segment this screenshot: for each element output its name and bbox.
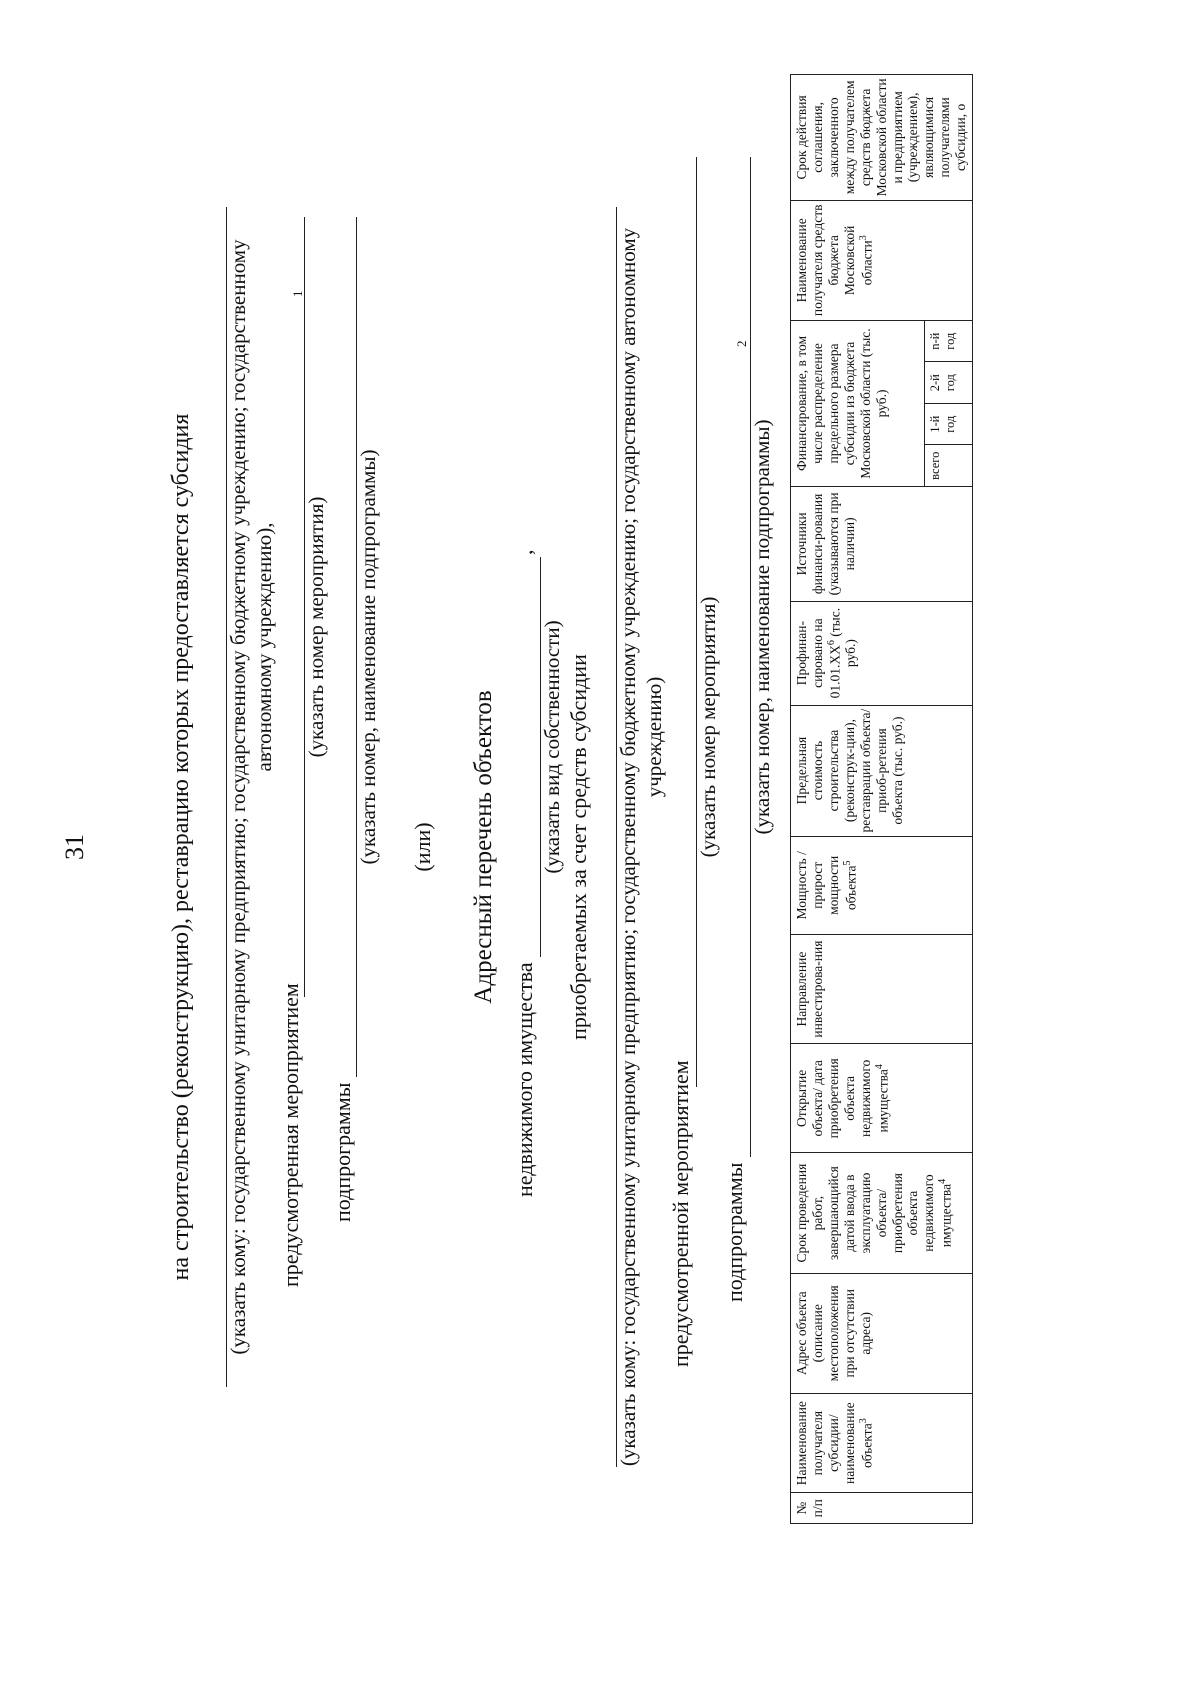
- header-cell-number: № п/п: [791, 1493, 973, 1524]
- header-cell-funding: Финансирование, в том числе распределение предельного размера субсидии из бюджета Московской области (тыс. руб.): [791, 320, 925, 486]
- subprogram-hint-2: (указать номер, наименование подпрограммы): [750, 419, 774, 835]
- whom-hint-continued: автономному учреждению),: [252, 522, 276, 772]
- footnote-2: 2: [734, 340, 749, 347]
- header-subcell-year-n: n-й год: [925, 320, 973, 362]
- acquired-label: приобретаемых за счет средств субсидии: [566, 654, 591, 1040]
- measure-hint-2: (указать номер мероприятия): [696, 596, 720, 858]
- header-cell-address: Адрес объекта (описание местоположения при отсутствии адреса): [791, 1273, 973, 1393]
- subprogram-hint: (указать номер, наименование подпрограммы): [356, 449, 380, 865]
- footnote-1: 1: [290, 290, 305, 297]
- header-cell-opening: Открытие объекта/ дата приобретения объекта недвижимого имущества$^4$: [791, 1044, 973, 1153]
- header-subcell-year-1: 1-й год: [925, 403, 973, 445]
- comma: ,: [512, 549, 537, 555]
- objects-table: [790, 74, 973, 1524]
- property-label: недвижимого имущества: [512, 962, 537, 1197]
- or-text: (или): [410, 822, 435, 872]
- measure-hint: (указать номер мероприятия): [304, 496, 328, 758]
- header-cell-cost: Предельная стоимость строительства (реконструк-ции), реставрации объекта/приоб-ретения объекта (тыс. руб.): [791, 705, 973, 836]
- header-cell-term: Срок проведения работ, завершающийся датой ввода в эксплуатацию объекта/ приобретения объекта недвижимого имущества$^4$: [791, 1153, 973, 1273]
- whom-hint: (указать кому: государственному унитарному предприятию; государственному бюджетному учреждению; государственному: [226, 239, 250, 1355]
- section-title: на строительство (реконструкцию), реставрацию которых предоставляется субсидия: [168, 413, 194, 1281]
- header-cell-recipient-name: Наименование получателя субсидии/ наименование объекта$^3$: [791, 1393, 973, 1493]
- measure-label-2: предусмотренной мероприятием: [668, 1060, 693, 1367]
- list-heading: Адресный перечень объектов: [470, 690, 497, 1004]
- whom-hint-2: (указать кому: государственному унитарному предприятию; государственному бюджетному учреждению; государственному автономному: [616, 227, 640, 1467]
- header-subcell-total: всего: [925, 445, 973, 487]
- property-hint: (указать вид собственности): [540, 620, 564, 874]
- subprogram-label-2: подпрограммы: [722, 1162, 747, 1302]
- header-cell-direction: Направление инвестирова-ния: [791, 934, 973, 1043]
- subprogram-label: подпрограммы: [330, 1082, 355, 1222]
- header-cell-sources: Источники финанси-рования (указываются при наличии): [791, 487, 973, 602]
- header-cell-capacity: Мощность / прирост мощности объекта$^5$: [791, 836, 973, 934]
- page-number: 31: [60, 834, 89, 860]
- header-cell-financed: Профинан-сировано на $01.01.XX^6$ (тыс. руб.): [791, 601, 973, 705]
- header-cell-agreement-term: Срок действия соглашения, заключенного между получателем средств бюджета Московской области и предприятием (учреждением), являющимися получателями субсидии, о: [791, 75, 973, 201]
- whom-hint-2-continued: учреждению): [642, 676, 666, 798]
- header-subcell-year-2: 2-й год: [925, 362, 973, 404]
- header-cell-budget-recipient: Наименование получателя средств бюджета Московской области$^3$: [791, 200, 973, 320]
- measure-label: предусмотренная мероприятием: [278, 983, 303, 1287]
